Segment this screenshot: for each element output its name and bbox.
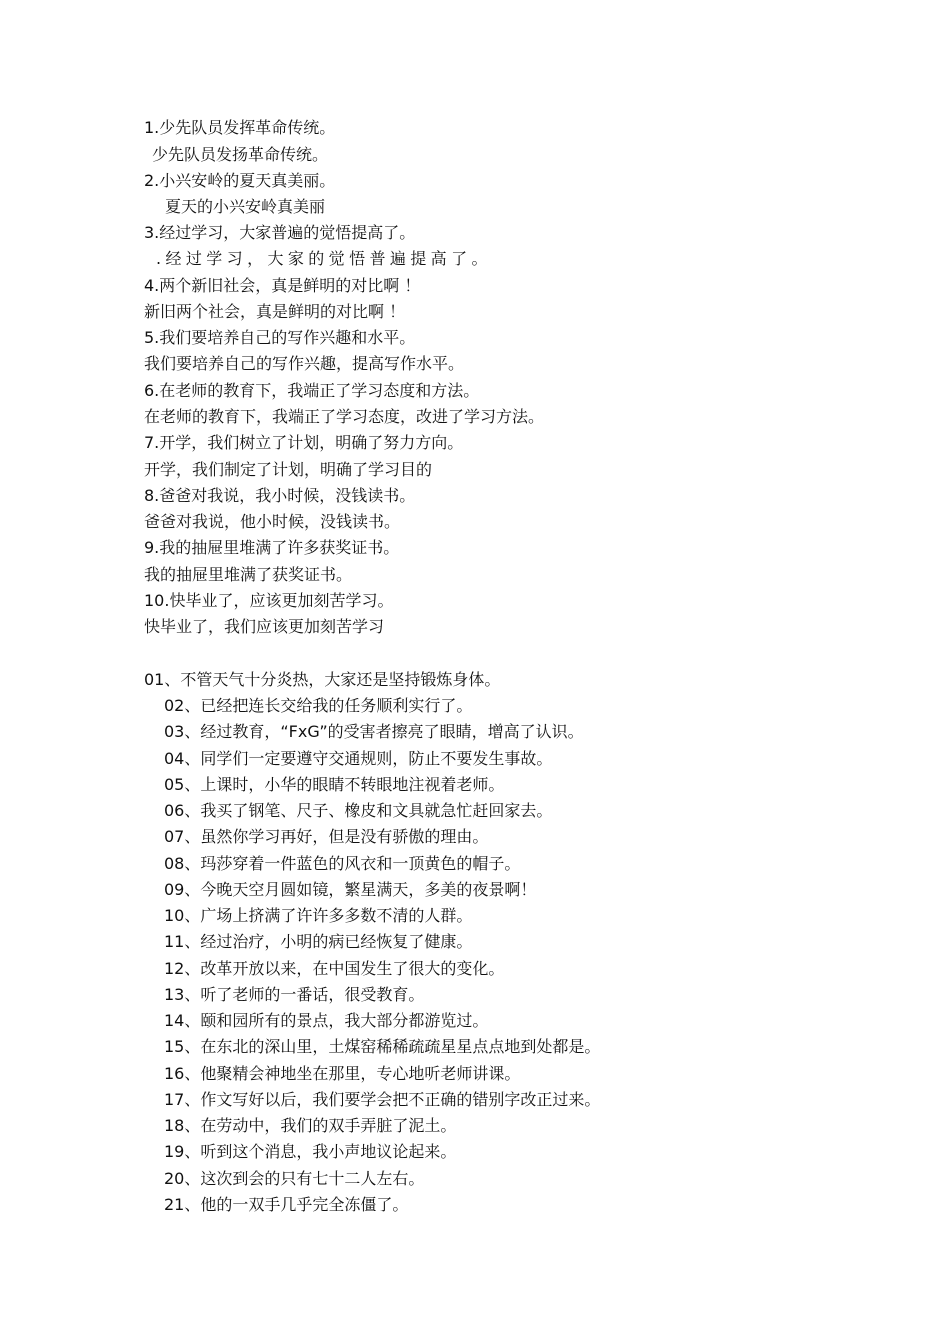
sentence-corrected-5: 我们要培养自己的写作兴趣，提高写作水平。 bbox=[144, 354, 465, 373]
sentence-original-4: 4.两个新旧社会，真是鲜明的对比啊 ！ bbox=[144, 276, 421, 295]
sentence-original-8: 8.爸爸对我说，我小时候，没钱读书。 bbox=[144, 486, 416, 505]
sentence-corrected-4: 新旧两个社会，真是鲜明的对比啊 ！ bbox=[144, 302, 406, 321]
sentence-original-3: 3.经过学习，大家普遍的觉悟提高了。 bbox=[144, 223, 416, 242]
sentence-corrected-8: 爸爸对我说，他小时候，没钱读书。 bbox=[144, 512, 401, 531]
sentence-corrected-10: 快毕业了，我们应该更加刻苦学习 bbox=[144, 617, 385, 636]
exercise-sentence-03: 03、经过教育，“FxG”的受害者擦亮了眼睛，增高了认识。 bbox=[164, 722, 584, 741]
exercise-sentence-13: 13、听了老师的一番话，很受教育。 bbox=[164, 985, 425, 1004]
exercise-sentence-20: 20、这次到会的只有七十二人左右。 bbox=[164, 1169, 425, 1188]
sentence-original-9: 9.我的抽屉里堆满了许多获奖证书。 bbox=[144, 538, 400, 557]
sentence-original-7: 7.开学，我们树立了计划，明确了努力方向。 bbox=[144, 433, 464, 452]
exercise-sentence-17: 17、作文写好以后，我们要学会把不正确的错别字改正过来。 bbox=[164, 1090, 601, 1109]
exercise-sentence-04: 04、同学们一定要遵守交通规则，防止不要发生事故。 bbox=[164, 749, 553, 768]
exercise-sentence-21: 21、他的一双手几乎完全冻僵了。 bbox=[164, 1195, 409, 1214]
sentence-original-5: 5.我们要培养自己的写作兴趣和水平。 bbox=[144, 328, 416, 347]
sentence-original-2: 2.小兴安岭的夏天真美丽。 bbox=[144, 171, 336, 190]
exercise-sentence-19: 19、听到这个消息，我小声地议论起来。 bbox=[164, 1142, 457, 1161]
sentence-corrected-9: 我的抽屉里堆满了获奖证书。 bbox=[144, 565, 353, 584]
exercise-sentence-09: 09、今晚天空月圆如镜，繁星满天，多美的夜景啊！ bbox=[164, 880, 537, 899]
sentence-corrected-7: 开学，我们制定了计划，明确了学习目的 bbox=[144, 460, 433, 479]
exercise-sentence-01: 01、不管天气十分炎热，大家还是坚持锻炼身体。 bbox=[144, 670, 501, 689]
exercise-sentence-05: 05、上课时，小华的眼睛不转眼地注视着老师。 bbox=[164, 775, 505, 794]
sentence-original-6: 6.在老师的教育下，我端正了学习态度和方法。 bbox=[144, 381, 480, 400]
sentence-corrected-1: 少先队员发扬革命传统。 bbox=[152, 145, 329, 164]
exercise-sentence-02: 02、已经把连长交给我的任务顺利实行了。 bbox=[164, 696, 473, 715]
exercise-sentence-08: 08、玛莎穿着一件蓝色的风衣和一顶黄色的帽子。 bbox=[164, 854, 521, 873]
sentence-original-10: 10.快毕业了，应该更加刻苦学习。 bbox=[144, 591, 394, 610]
exercise-sentence-15: 15、在东北的深山里，土煤窑稀稀疏疏星星点点地到处都是。 bbox=[164, 1037, 601, 1056]
exercise-sentence-12: 12、改革开放以来，在中国发生了很大的变化。 bbox=[164, 959, 505, 978]
sentence-corrected-3: .经过学习，大家的觉悟普遍提高了。 bbox=[156, 249, 492, 268]
exercise-sentence-18: 18、在劳动中，我们的双手弄脏了泥土。 bbox=[164, 1116, 457, 1135]
sentence-original-1: 1.少先队员发挥革命传统。 bbox=[144, 118, 336, 137]
sentence-corrected-6: 在老师的教育下，我端正了学习态度，改进了学习方法。 bbox=[144, 407, 545, 426]
exercise-sentence-06: 06、我买了钢笔、尺子、橡皮和文具就急忙赶回家去。 bbox=[164, 801, 553, 820]
exercise-sentence-10: 10、广场上挤满了许许多多数不清的人群。 bbox=[164, 906, 473, 925]
exercise-sentence-11: 11、经过治疗，小明的病已经恢复了健康。 bbox=[164, 932, 473, 951]
exercise-sentence-16: 16、他聚精会神地坐在那里，专心地听老师讲课。 bbox=[164, 1064, 521, 1083]
exercise-sentence-14: 14、颐和园所有的景点，我大部分都游览过。 bbox=[164, 1011, 489, 1030]
exercise-sentence-07: 07、虽然你学习再好，但是没有骄傲的理由。 bbox=[164, 827, 489, 846]
sentence-corrected-2: 夏天的小兴安岭真美丽 bbox=[165, 197, 326, 216]
